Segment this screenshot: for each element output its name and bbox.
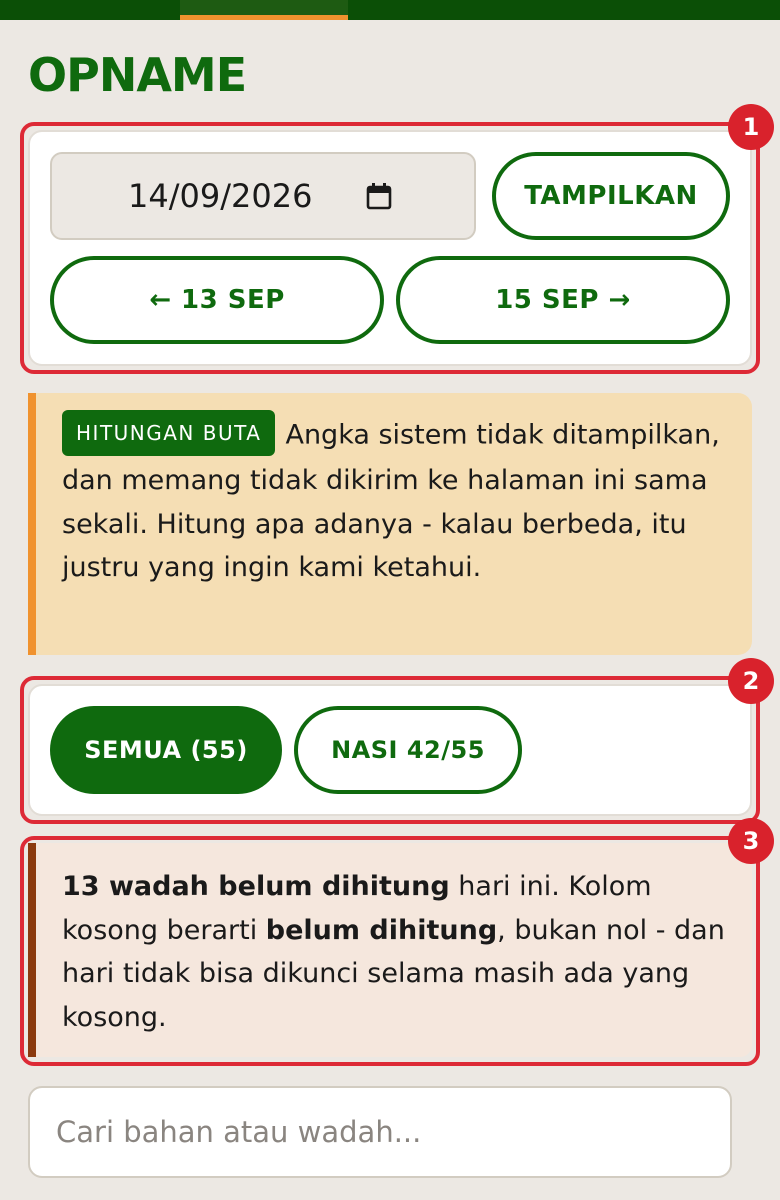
prev-day-label: ← 13 SEP <box>149 285 285 315</box>
warning-text-1: hari ini. Kolom kosong berarti <box>62 871 652 946</box>
prev-day-button[interactable] <box>50 256 384 344</box>
top-nav-bar <box>0 0 780 20</box>
filter-rice-button[interactable] <box>294 706 522 794</box>
show-button-label: TAMPILKAN <box>524 181 698 211</box>
search-input[interactable] <box>28 1086 732 1178</box>
date-value: 14/09/2026 <box>128 177 313 215</box>
annotation-badge-1: 1 <box>728 104 774 150</box>
annotation-badge-3: 3 <box>728 818 774 864</box>
filter-all-label: SEMUA (55) <box>84 736 248 764</box>
warning-text-2: , bukan nol - dan hari tidak bisa dikunci selama masih ada yang kosong. <box>62 914 725 1033</box>
blind-count-notice <box>28 393 752 655</box>
warning-bold-uncounted: belum dihitung <box>265 914 498 946</box>
filter-all-button[interactable] <box>50 706 282 794</box>
warning-bold-count: 13 wadah belum dihitung <box>62 871 450 902</box>
calendar-icon[interactable] <box>366 182 392 210</box>
top-nav-active-tab[interactable] <box>180 0 348 20</box>
page-title: OPNAME <box>28 48 247 102</box>
notice-text: Angka sistem tidak ditampilkan, dan memang tidak dikirim ke halaman ini sama sekali. Hitung apa adanya - kalau berbeda, itu justru yang ingin kami ketahui. <box>62 419 720 583</box>
blind-count-badge: HITUNGAN BUTA <box>62 410 275 456</box>
filter-rice-label: NASI 42/55 <box>331 736 485 764</box>
next-day-label: 15 SEP → <box>495 285 631 315</box>
show-button[interactable] <box>492 152 730 240</box>
annotation-badge-2: 2 <box>728 658 774 704</box>
next-day-button[interactable] <box>396 256 730 344</box>
uncounted-warning <box>28 843 752 1057</box>
date-input[interactable] <box>50 152 476 240</box>
